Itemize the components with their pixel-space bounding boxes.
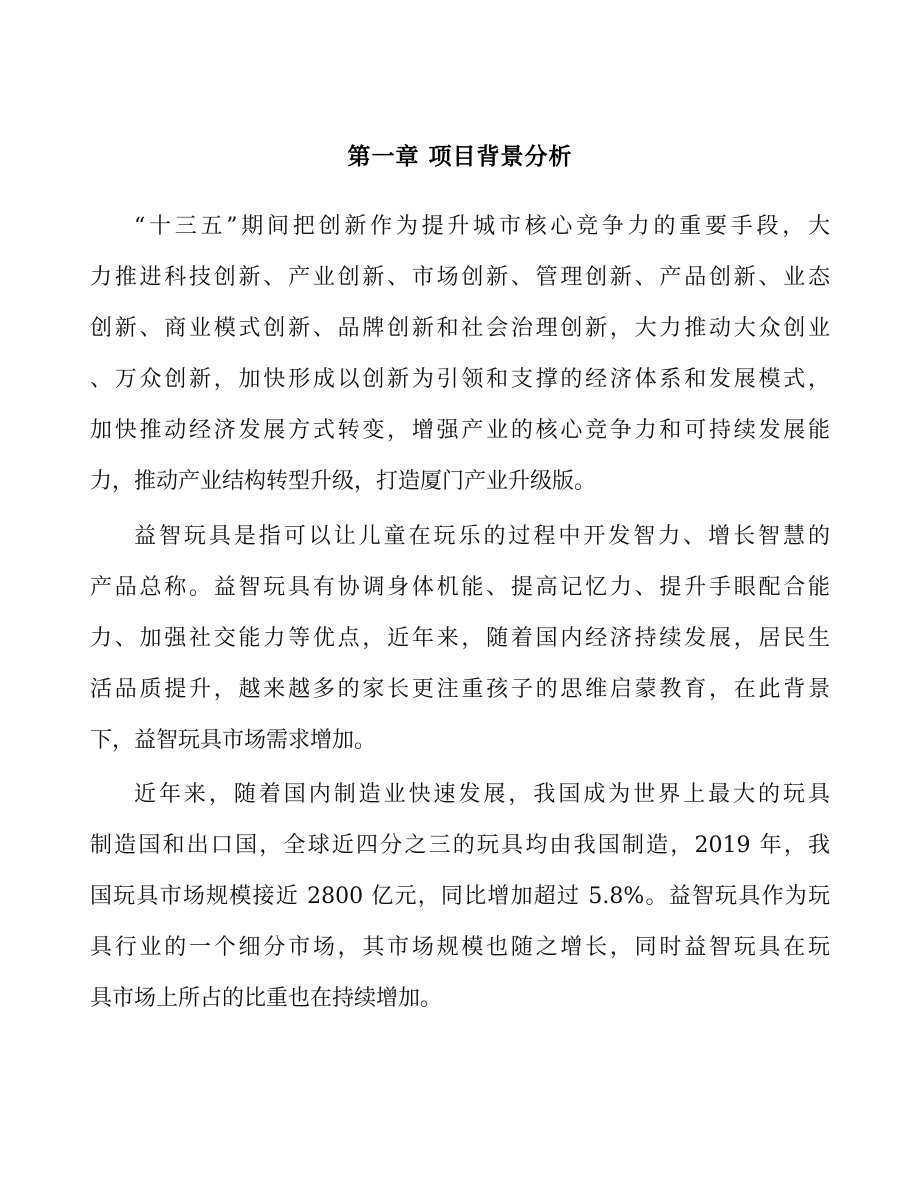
paragraph-3-line-3: 国玩具市场规模接近 2800 亿元，同比增加超过 5.8%。益智玩具作为玩 <box>90 884 830 909</box>
paragraph-1-line-4: 、万众创新，加快形成以创新为引领和支撑的经济体系和发展模式， <box>90 367 830 392</box>
paragraph-2-line-4: 活品质提升，越来越多的家长更注重孩子的思维启蒙教育，在此背景 <box>90 677 830 702</box>
paragraph-2-line-2: 产品总称。益智玩具有协调身体机能、提高记忆力、提升手眼配合能 <box>90 575 830 600</box>
paragraph-3-line-1: 近年来，随着国内制造业快速发展，我国成为世界上最大的玩具 <box>134 782 830 807</box>
paragraph-3-line-2: 制造国和出口国，全球近四分之三的玩具均由我国制造，2019 年，我 <box>90 833 830 858</box>
paragraph-1-line-3: 创新、商业模式创新、品牌创新和社会治理创新，大力推动大众创业 <box>90 316 830 341</box>
paragraph-2-line-3: 力、加强社交能力等优点，近年来，随着国内经济持续发展，居民生 <box>90 626 830 651</box>
paragraph-1-line-5: 加快推动经济发展方式转变，增强产业的核心竞争力和可持续发展能 <box>90 418 830 443</box>
paragraph-3-line-4: 具行业的一个细分市场，其市场规模也随之增长，同时益智玩具在玩 <box>90 935 830 960</box>
paragraph-3-line-5: 具市场上所占的比重也在持续增加。 <box>90 986 443 1011</box>
paragraph-1-line-6: 力，推动产业结构转型升级，打造厦门产业升级版。 <box>90 469 597 494</box>
paragraph-1-line-1: “十三五”期间把创新作为提升城市核心竞争力的重要手段，大 <box>134 214 830 239</box>
paragraph-1-line-2: 力推进科技创新、产业创新、市场创新、管理创新、产品创新、业态 <box>90 265 830 290</box>
chapter-title: 第一章 项目背景分析 <box>347 144 573 170</box>
paragraph-2-line-5: 下，益智玩具市场需求增加。 <box>90 728 377 753</box>
paragraph-2-line-1: 益智玩具是指可以让儿童在玩乐的过程中开发智力、增长智慧的 <box>134 524 830 549</box>
